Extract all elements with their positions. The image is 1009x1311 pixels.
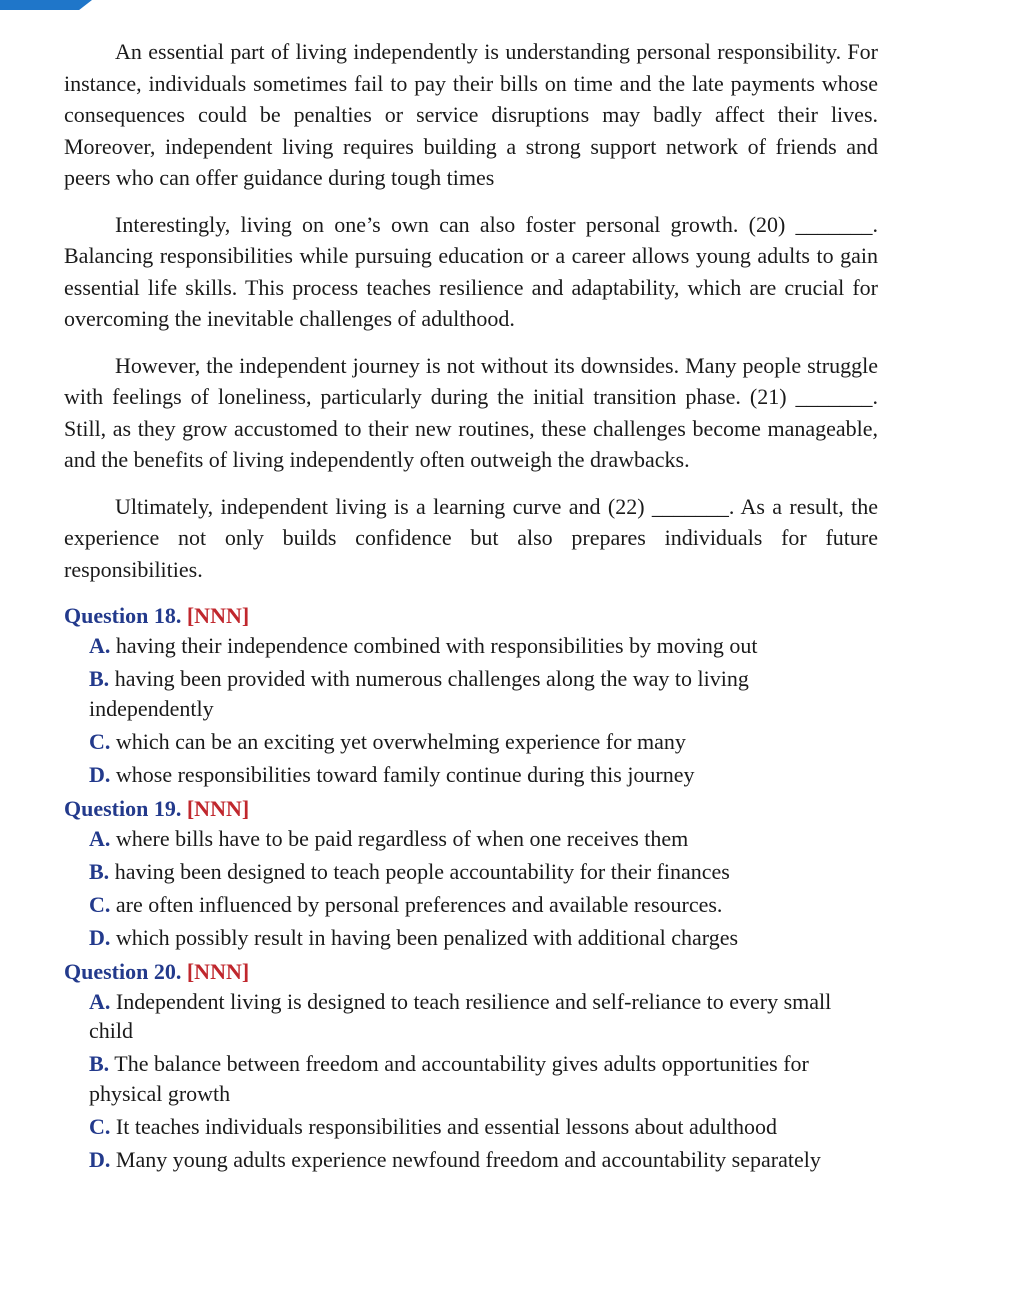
passage-paragraph-1: An essential part of living independently is understanding personal responsibility. For instance, individuals sometimes fail to pay their bills on time and the late payments whose consequences could be penalties or service disruptions may badly affect their lives. Moreover, independent living requires building a strong support network of friends and peers who can offer guidance during tough times [64,39,878,190]
option-b[interactable] [89,1049,878,1108]
option-d[interactable] [89,760,878,790]
option-letter: A. [89,988,111,1014]
question-code: [NNN] [186,958,250,984]
option-letter: D. [89,761,111,787]
option-text: Many young adults experience newfound freedom and accountability separately [115,1146,821,1172]
option-b[interactable] [89,664,878,723]
option-text: having been provided with numerous challenges along the way to living independently [89,666,749,721]
question-heading [64,956,878,987]
option-c[interactable] [89,1112,878,1142]
option-text: Independent living is designed to teach resilience and self-reliance to every small child [89,988,832,1043]
document-page [64,36,878,1178]
option-text: are often influenced by personal preferences and available resources. [115,891,723,917]
option-a[interactable] [89,987,878,1046]
option-text: where bills have to be paid regardless of when one receives them [115,825,689,851]
option-letter: B. [89,666,110,691]
option-text: It teaches individuals responsibilities and essential lessons about adulthood [115,1113,777,1139]
passage-paragraph-2: Interestingly, living on one’s own can also foster personal growth. (20) _______. Balancing responsibilities while pursuing education or a career allows young adults to gain essential life skills. This process teaches resilience and adaptability, which are crucial for overcoming the inevitable challenges of adulthood. [64,211,878,331]
option-text: which possibly result in having been penalized with additional charges [115,924,739,950]
option-letter: D. [89,924,111,950]
question-code: [NNN] [186,603,250,628]
option-text: whose responsibilities toward family continue during this journey [115,761,695,787]
question-20 [64,956,878,1175]
option-a[interactable] [89,824,878,854]
question-19 [64,793,878,953]
option-text: having been designed to teach people accountability for their finances [114,858,730,884]
question-heading [64,793,878,824]
question-18 [64,600,878,789]
question-heading [64,600,878,631]
option-letter: B. [89,858,110,884]
option-d[interactable] [89,923,878,953]
option-a[interactable] [89,631,878,661]
option-letter: C. [89,891,111,917]
option-letter: C. [89,1113,111,1139]
question-label: Question 18. [64,603,182,628]
option-c[interactable] [89,890,878,920]
option-letter: C. [89,728,111,754]
option-letter: D. [89,1146,111,1172]
question-code: [NNN] [186,795,250,821]
passage-paragraph-4: Ultimately, independent living is a learning curve and (22) _______. As a result, the experience not only builds confidence but also prepares individuals for future responsibilities. [64,493,878,582]
option-b[interactable] [89,857,878,887]
option-d[interactable] [89,1145,878,1175]
question-label: Question 20. [64,958,182,984]
option-text: having their independence combined with responsibilities by moving out [115,633,758,658]
option-letter: B. [89,1051,110,1076]
option-letter: A. [89,633,111,658]
question-label: Question 19. [64,795,182,821]
option-text: The balance between freedom and accountability gives adults opportunities for physical growth [89,1051,809,1106]
option-c[interactable] [89,727,878,757]
option-letter: A. [89,825,111,851]
passage-paragraph-3: However, the independent journey is not without its downsides. Many people struggle with feelings of loneliness, particularly during the initial transition phase. (21) _______. Still, as they grow accustomed to their new routines, these challenges become manageable, and the benefits of living independently often outweigh the drawbacks. [64,352,878,472]
corner-decoration [0,0,92,10]
option-text: which can be an exciting yet overwhelming experience for many [115,728,686,754]
